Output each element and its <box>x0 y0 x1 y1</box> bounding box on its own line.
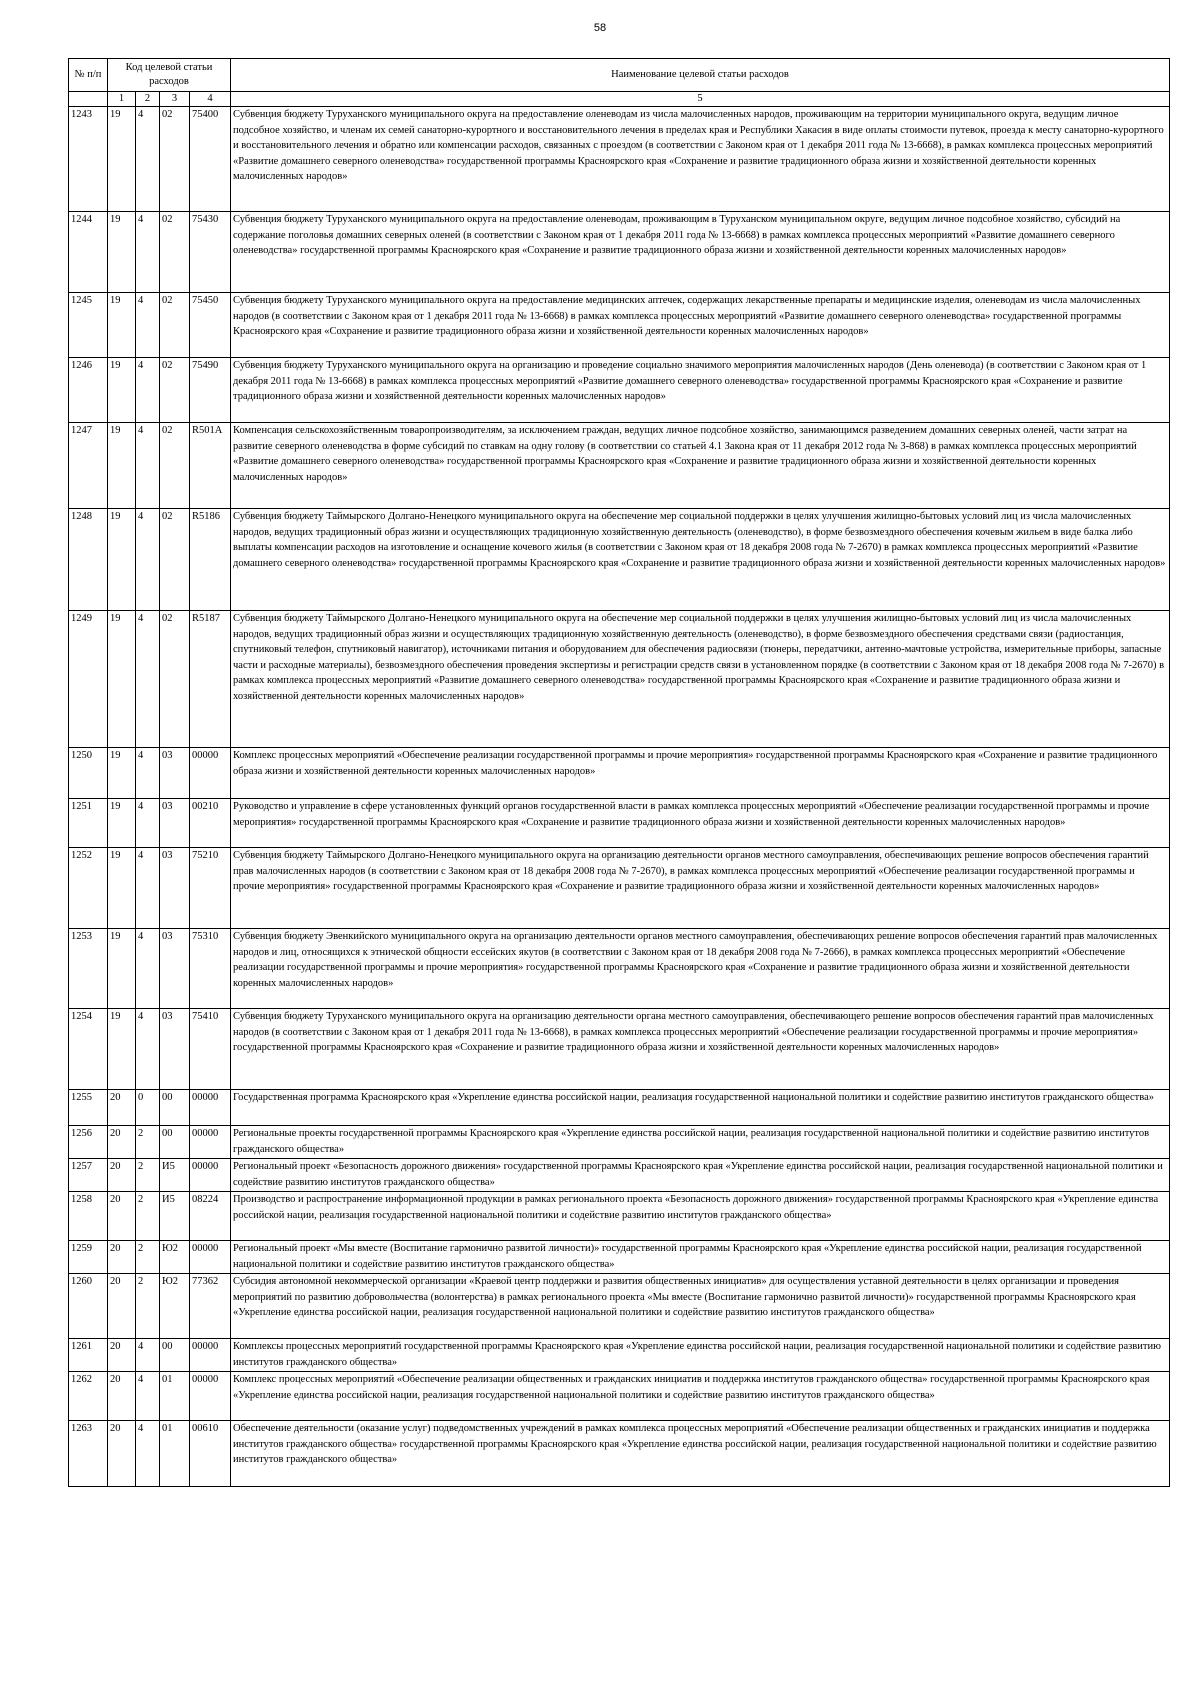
code-direction: 00000 <box>190 1126 231 1159</box>
code-measure: 02 <box>160 212 190 293</box>
row-number: 1257 <box>69 1159 108 1192</box>
code-direction: 77362 <box>190 1274 231 1339</box>
budget-table <box>68 58 1170 1487</box>
code-direction: 08224 <box>190 1192 231 1241</box>
header-name: Наименование целевой статьи расходов <box>231 59 1170 92</box>
row-number: 1244 <box>69 212 108 293</box>
code-subprogram: 4 <box>136 611 160 748</box>
row-description: Комплексы процессных мероприятий государственной программы Красноярского края «Укрепление единства российской нации, реализация государственной национальной политики и содействие развитию институтов гражданского общества» <box>231 1339 1170 1372</box>
code-direction: 00610 <box>190 1421 231 1487</box>
code-subprogram: 2 <box>136 1192 160 1241</box>
row-description: Субвенция бюджету Эвенкийского муниципального округа на организацию деятельности органов местного самоуправления, обеспечивающих решение вопросов обеспечения гарантий прав малочисленных народов и лиц, относящихся к этнической общности ессейских якутов (в соответствии с Законом края от 18 декабря 2008 года № 7-2666), в рамках комплекса процессных мероприятий «Обеспечение реализации государственной программы и прочие мероприятия» государственной программы Красноярского края «Сохранение и развитие традиционного образа жизни и хозяйственной деятельности коренных малочисленных народов» <box>231 929 1170 1009</box>
row-number: 1255 <box>69 1090 108 1126</box>
code-subprogram: 2 <box>136 1274 160 1339</box>
code-measure: 03 <box>160 748 190 799</box>
code-measure: И5 <box>160 1192 190 1241</box>
code-measure: 02 <box>160 358 190 423</box>
row-number: 1250 <box>69 748 108 799</box>
table-row <box>69 1159 1170 1192</box>
code-measure: 02 <box>160 293 190 358</box>
code-program: 19 <box>108 748 136 799</box>
row-description: Субвенция бюджету Таймырского Долгано-Ненецкого муниципального округа на организацию деятельности органов местного самоуправления, обеспечивающих решение вопросов обеспечения гарантий прав малочисленных народов (в соответствии с Законом края от 18 декабря 2008 года № 7-2670), в рамках комплекса процессных мероприятий «Обеспечение реализации государственной программы и прочие мероприятия» государственной программы Красноярского края «Сохранение и развитие традиционного образа жизни и хозяйственной деятельности коренных малочисленных народов» <box>231 848 1170 929</box>
table-row <box>69 1090 1170 1126</box>
header-code-group: Код целевой статьи расходов <box>108 59 231 92</box>
code-program: 19 <box>108 212 136 293</box>
code-subprogram: 4 <box>136 293 160 358</box>
row-description: Компенсация сельскохозяйственным товаропроизводителям, за исключением граждан, ведущих личное подсобное хозяйство, занимающимся разведением домашних северных оленей, части затрат на развитие северного оленеводства в форме субсидий по ставкам на одну голову (в соответствии со статьей 4.1 Закона края от 11 декабря 2012 года № 3-868) в рамках комплекса процессных мероприятий «Развитие домашнего северного оленеводства» государственной программы Красноярского края «Сохранение и развитие традиционного образа жизни и хозяйственной деятельности коренных малочисленных народов» <box>231 423 1170 509</box>
code-subprogram: 4 <box>136 748 160 799</box>
code-subprogram: 2 <box>136 1241 160 1274</box>
row-description: Производство и распространение информационной продукции в рамках регионального проекта «Безопасность дорожного движения» государственной программы Красноярского края «Укрепление единства российской нации, реализация государственной национальной политики и содействие развитию институтов гражданского общества» <box>231 1192 1170 1241</box>
code-subprogram: 4 <box>136 1421 160 1487</box>
table-row <box>69 107 1170 212</box>
table-header <box>69 59 1170 107</box>
code-program: 19 <box>108 799 136 848</box>
code-direction: 00000 <box>190 1372 231 1421</box>
table-row <box>69 1009 1170 1090</box>
code-subprogram: 4 <box>136 1009 160 1090</box>
code-direction: 75310 <box>190 929 231 1009</box>
code-measure: 02 <box>160 509 190 611</box>
code-direction: 00000 <box>190 1241 231 1274</box>
code-direction: 00000 <box>190 748 231 799</box>
code-subprogram: 4 <box>136 799 160 848</box>
row-number: 1260 <box>69 1274 108 1339</box>
row-description: Региональный проект «Мы вместе (Воспитание гармонично развитой личности)» государственной программы Красноярского края «Укрепление единства российской нации, реализация государственной национальной политики и содействие развитию институтов гражданского общества» <box>231 1241 1170 1274</box>
code-program: 19 <box>108 509 136 611</box>
row-number: 1246 <box>69 358 108 423</box>
row-number: 1254 <box>69 1009 108 1090</box>
code-subprogram: 4 <box>136 423 160 509</box>
row-number: 1262 <box>69 1372 108 1421</box>
code-measure: 01 <box>160 1372 190 1421</box>
page-number: 58 <box>593 22 607 34</box>
row-number: 1252 <box>69 848 108 929</box>
code-direction: 75430 <box>190 212 231 293</box>
row-description: Государственная программа Красноярского края «Укрепление единства российской нации, реализация государственной национальной политики и содействие развитию институтов гражданского общества» <box>231 1090 1170 1126</box>
code-program: 20 <box>108 1274 136 1339</box>
code-measure: 01 <box>160 1421 190 1487</box>
row-description: Региональный проект «Безопасность дорожного движения» государственной программы Красноярского края «Укрепление единства российской нации, реализация государственной национальной политики и содействие развитию институтов гражданского общества» <box>231 1159 1170 1192</box>
table-row <box>69 293 1170 358</box>
code-measure: 00 <box>160 1339 190 1372</box>
code-subprogram: 4 <box>136 509 160 611</box>
code-measure: 02 <box>160 107 190 212</box>
row-number: 1249 <box>69 611 108 748</box>
row-number: 1248 <box>69 509 108 611</box>
table-row <box>69 358 1170 423</box>
row-number: 1243 <box>69 107 108 212</box>
table-body <box>69 107 1170 1487</box>
row-number: 1263 <box>69 1421 108 1487</box>
row-number: 1258 <box>69 1192 108 1241</box>
code-program: 20 <box>108 1372 136 1421</box>
code-measure: 02 <box>160 423 190 509</box>
code-measure: 03 <box>160 848 190 929</box>
col-number-blank <box>69 92 108 107</box>
code-direction: 75410 <box>190 1009 231 1090</box>
code-program: 20 <box>108 1339 136 1372</box>
table-row <box>69 1372 1170 1421</box>
row-number: 1253 <box>69 929 108 1009</box>
code-measure: 00 <box>160 1126 190 1159</box>
code-direction: 75210 <box>190 848 231 929</box>
row-description: Субвенция бюджету Туруханского муниципального округа на организацию деятельности органа местного самоуправления, обеспечивающего решение вопросов обеспечения гарантий прав малочисленных народов (в соответствии с Законом края от 1 декабря 2011 года № 13-6668), в рамках комплекса процессных мероприятий «Обеспечение реализации государственной программы и прочие мероприятия» государственной программы Красноярского края «Сохранение и развитие традиционного образа жизни и хозяйственной деятельности коренных малочисленных народов» <box>231 1009 1170 1090</box>
code-measure: 03 <box>160 1009 190 1090</box>
code-program: 19 <box>108 293 136 358</box>
code-program: 19 <box>108 423 136 509</box>
code-program: 19 <box>108 929 136 1009</box>
table-row <box>69 1274 1170 1339</box>
code-measure: 03 <box>160 929 190 1009</box>
code-measure: И5 <box>160 1159 190 1192</box>
row-description: Субвенция бюджету Туруханского муниципального округа на предоставление медицинских аптечек, содержащих лекарственные препараты и медицинские изделия, оленеводам из числа малочисленных народов (в соответствии с Законом края от 1 декабря 2011 года № 13-6668) в рамках комплекса процессных мероприятий «Развитие домашнего северного оленеводства» государственной программы Красноярского края «Сохранение и развитие традиционного образа жизни и хозяйственной деятельности коренных малочисленных народов» <box>231 293 1170 358</box>
table-row <box>69 423 1170 509</box>
code-program: 19 <box>108 848 136 929</box>
row-number: 1245 <box>69 293 108 358</box>
row-description: Субвенция бюджету Туруханского муниципального округа на организацию и проведение социально значимого мероприятия малочисленных народов (День оленевода) (в соответствии с Законом края от 1 декабря 2011 года № 13-6668) в рамках комплекса процессных мероприятий «Развитие домашнего северного оленеводства» государственной программы Красноярского края «Сохранение и развитие традиционного образа жизни и хозяйственной деятельности коренных малочисленных народов» <box>231 358 1170 423</box>
table-row <box>69 799 1170 848</box>
table-row <box>69 212 1170 293</box>
code-direction: R5186 <box>190 509 231 611</box>
code-measure: 02 <box>160 611 190 748</box>
row-description: Руководство и управление в сфере установленных функций органов государственной власти в рамках комплекса процессных мероприятий «Обеспечение реализации государственной программы и прочие мероприятия» государственной программы Красноярского края «Сохранение и развитие традиционного образа жизни и хозяйственной деятельности коренных малочисленных народов» <box>231 799 1170 848</box>
code-measure: Ю2 <box>160 1241 190 1274</box>
row-description: Комплекс процессных мероприятий «Обеспечение реализации государственной программы и прочие мероприятия» государственной программы Красноярского края «Сохранение и развитие традиционного образа жизни и хозяйственной деятельности коренных малочисленных народов» <box>231 748 1170 799</box>
code-measure: 03 <box>160 799 190 848</box>
code-measure: 00 <box>160 1090 190 1126</box>
col-number: 4 <box>190 92 231 107</box>
row-description: Комплекс процессных мероприятий «Обеспечение реализации общественных и гражданских инициатив и поддержка институтов гражданского общества» государственной программы Красноярского края «Укрепление единства российской нации, реализация государственной национальной политики и содействие развитию институтов гражданского общества» <box>231 1372 1170 1421</box>
table-row <box>69 748 1170 799</box>
row-description: Субвенция бюджету Таймырского Долгано-Ненецкого муниципального округа на обеспечение мер социальной поддержки в целях улучшения жилищно-бытовых условий лиц из числа малочисленных народов, ведущих традиционный образ жизни и осуществляющих традиционную хозяйственную деятельность (оленеводство), в форме безвозмездного обеспечения кочевым жильем в виде балка либо выплаты компенсации расходов на изготовление и оснащение кочевого жилья (в соответствии с Законом края от 18 декабря 2008 года № 7-2670) в рамках комплекса процессных мероприятий «Развитие домашнего северного оленеводства» государственной программы Красноярского края «Сохранение и развитие традиционного образа жизни и хозяйственной деятельности коренных малочисленных народов» <box>231 509 1170 611</box>
code-subprogram: 0 <box>136 1090 160 1126</box>
header-num: № п/п <box>69 59 108 92</box>
row-number: 1247 <box>69 423 108 509</box>
col-number: 1 <box>108 92 136 107</box>
code-program: 19 <box>108 107 136 212</box>
code-subprogram: 4 <box>136 929 160 1009</box>
table-row <box>69 848 1170 929</box>
code-subprogram: 2 <box>136 1159 160 1192</box>
row-description: Субсидия автономной некоммерческой организации «Краевой центр поддержки и развития общественных инициатив» для осуществления уставной деятельности в целях организации и проведения мероприятий по развитию добровольчества (волонтерства) в рамках регионального проекта «Мы вместе (Воспитание гармонично развитой личности)» государственной программы Красноярского края «Укрепление единства российской нации, реализация государственной национальной политики и содействие развитию институтов гражданского общества» <box>231 1274 1170 1339</box>
code-program: 20 <box>108 1241 136 1274</box>
code-program: 19 <box>108 1009 136 1090</box>
table-row <box>69 929 1170 1009</box>
row-number: 1256 <box>69 1126 108 1159</box>
table-row <box>69 1192 1170 1241</box>
col-number: 5 <box>231 92 1170 107</box>
code-program: 19 <box>108 611 136 748</box>
code-subprogram: 2 <box>136 1126 160 1159</box>
row-description: Субвенция бюджету Таймырского Долгано-Ненецкого муниципального округа на обеспечение мер социальной поддержки в целях улучшения жилищно-бытовых условий лиц из числа малочисленных народов, ведущих традиционный образ жизни и осуществляющих традиционную хозяйственную деятельность (оленеводство), в форме безвозмездного обеспечения средствами связи (радиостанция, спутниковый телефон, спутниковый навигатор), источниками питания и оборудованием для обеспечения радиосвязи (тюнеры, передатчики, антенно-мачтовые устройства, измерительные приборы, запасные части и расходные материалы), безвозмездного обеспечения проведения экспертизы и регистрации средств связи в установленном порядке (в соответствии с Законом края от 18 декабря 2008 года № 7-2670) в рамках комплекса процессных мероприятий «Развитие домашнего северного оленеводства» государственной программы Красноярского края «Сохранение и развитие традиционного образа жизни и хозяйственной деятельности коренных малочисленных народов» <box>231 611 1170 748</box>
code-program: 20 <box>108 1159 136 1192</box>
code-direction: 75400 <box>190 107 231 212</box>
code-direction: 00000 <box>190 1090 231 1126</box>
code-subprogram: 4 <box>136 848 160 929</box>
code-measure: Ю2 <box>160 1274 190 1339</box>
code-direction: R501A <box>190 423 231 509</box>
table-row <box>69 1126 1170 1159</box>
code-direction: R5187 <box>190 611 231 748</box>
col-number: 3 <box>160 92 190 107</box>
code-program: 20 <box>108 1192 136 1241</box>
code-program: 20 <box>108 1126 136 1159</box>
row-description: Субвенция бюджету Туруханского муниципального округа на предоставление оленеводам, проживающим в Туруханском муниципальном округе, ведущим личное подсобное хозяйство, субсидий на содержание поголовья домашних северных оленей (в соответствии с Законом края от 1 декабря 2011 года № 13-6668) в рамках комплекса процессных мероприятий «Развитие домашнего северного оленеводства» государственной программы Красноярского края «Сохранение и развитие традиционного образа жизни и хозяйственной деятельности коренных малочисленных народов» <box>231 212 1170 293</box>
code-program: 19 <box>108 358 136 423</box>
row-number: 1251 <box>69 799 108 848</box>
code-subprogram: 4 <box>136 358 160 423</box>
code-program: 20 <box>108 1421 136 1487</box>
code-direction: 00210 <box>190 799 231 848</box>
row-description: Региональные проекты государственной программы Красноярского края «Укрепление единства российской нации, реализация государственной национальной политики и содействие развитию институтов гражданского общества» <box>231 1126 1170 1159</box>
code-direction: 00000 <box>190 1159 231 1192</box>
row-number: 1261 <box>69 1339 108 1372</box>
code-direction: 75450 <box>190 293 231 358</box>
table-row <box>69 1421 1170 1487</box>
code-program: 20 <box>108 1090 136 1126</box>
row-description: Обеспечение деятельности (оказание услуг) подведомственных учреждений в рамках комплекса процессных мероприятий «Обеспечение реализации общественных и гражданских инициатив и поддержка институтов гражданского общества» государственной программы Красноярского края «Укрепление единства российской нации, реализация государственной национальной политики и содействие развитию институтов гражданского общества» <box>231 1421 1170 1487</box>
col-number: 2 <box>136 92 160 107</box>
code-subprogram: 4 <box>136 107 160 212</box>
row-description: Субвенция бюджету Туруханского муниципального округа на предоставление оленеводам из числа малочисленных народов, проживающим на территории муниципального округа, ведущим личное подсобное хозяйство, и членам их семей санаторно-курортного и восстановительного лечения в пределах края и Республики Хакасия в виде оплаты стоимости путевок, проезда к месту санаторно-курортного и восстановительного лечения и обратно или компенсации расходов, связанных с проездом (в соответствии с Законом края от 1 декабря 2011 года № 13-6668), в рамках комплекса процессных мероприятий «Развитие домашнего северного оленеводства» государственной программы Красноярского края «Сохранение и развитие традиционного образа жизни и хозяйственной деятельности коренных малочисленных народов» <box>231 107 1170 212</box>
code-subprogram: 4 <box>136 212 160 293</box>
code-subprogram: 4 <box>136 1372 160 1421</box>
table-row <box>69 611 1170 748</box>
row-number: 1259 <box>69 1241 108 1274</box>
code-direction: 75490 <box>190 358 231 423</box>
code-direction: 00000 <box>190 1339 231 1372</box>
code-subprogram: 4 <box>136 1339 160 1372</box>
table-row <box>69 1241 1170 1274</box>
table-row <box>69 1339 1170 1372</box>
table-row <box>69 509 1170 611</box>
